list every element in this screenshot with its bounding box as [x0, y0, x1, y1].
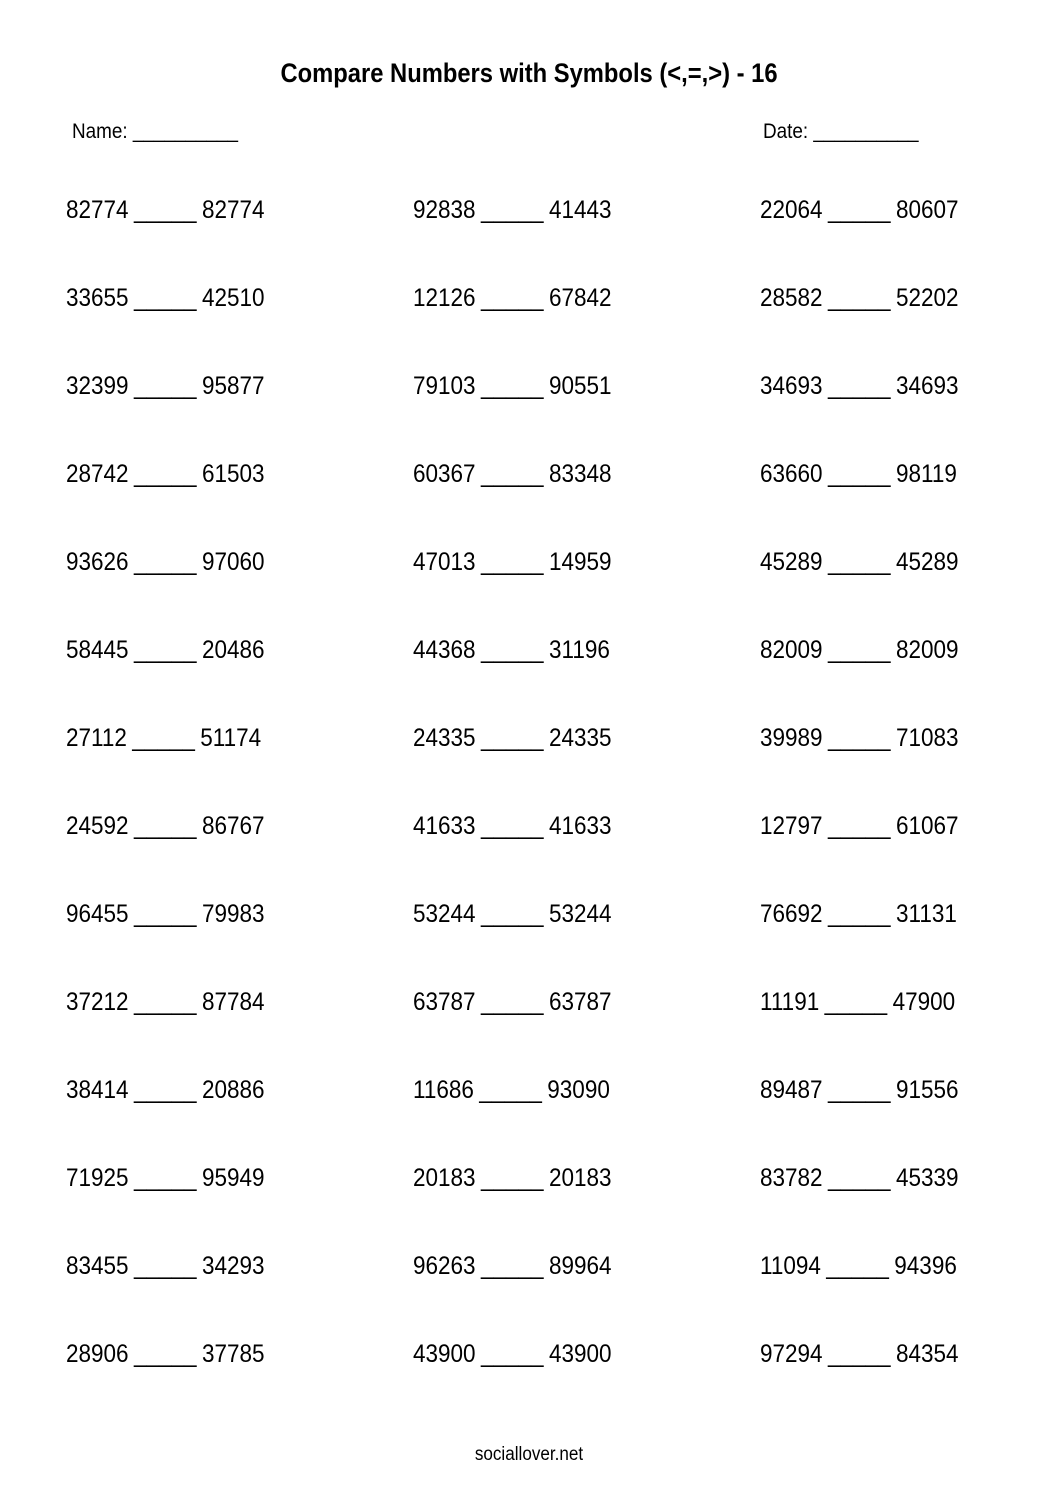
answer-blank[interactable]: _____ — [133, 1252, 197, 1280]
right-number: 31131 — [895, 900, 957, 928]
comparison-problem — [413, 1340, 612, 1369]
left-number: 79103 — [413, 372, 476, 400]
right-number: 71083 — [895, 724, 959, 752]
left-number: 97294 — [760, 1340, 823, 1368]
comparison-problem — [66, 196, 265, 225]
right-number: 95949 — [201, 1164, 265, 1192]
comparison-problem — [413, 372, 612, 401]
comparison-problem — [760, 988, 955, 1017]
problem-row — [0, 548, 1058, 588]
right-number: 87784 — [201, 988, 265, 1016]
right-number: 42510 — [201, 284, 265, 312]
problem-row — [0, 372, 1058, 412]
answer-blank[interactable]: _____ — [827, 1164, 891, 1192]
comparison-problem — [413, 284, 612, 313]
answer-blank[interactable]: _____ — [480, 812, 544, 840]
answer-blank[interactable]: _____ — [480, 1340, 544, 1368]
answer-blank[interactable]: _____ — [480, 1164, 544, 1192]
left-number: 22064 — [760, 196, 823, 224]
comparison-problem — [413, 1076, 610, 1105]
comparison-problem — [760, 900, 957, 929]
right-number: 47900 — [892, 988, 956, 1016]
answer-blank[interactable]: _____ — [133, 988, 197, 1016]
problem-row — [0, 284, 1058, 324]
left-number: 58445 — [66, 636, 129, 664]
left-number: 24335 — [413, 724, 476, 752]
comparison-problem — [413, 1252, 612, 1281]
comparison-problem — [760, 372, 959, 401]
answer-blank[interactable]: _____ — [480, 196, 544, 224]
right-number: 86767 — [201, 812, 265, 840]
answer-blank[interactable]: _____ — [133, 548, 197, 576]
answer-blank[interactable]: _____ — [133, 1164, 197, 1192]
answer-blank[interactable]: _____ — [480, 284, 544, 312]
problem-row — [0, 988, 1058, 1028]
right-number: 20183 — [548, 1164, 612, 1192]
right-number: 14959 — [548, 548, 612, 576]
comparison-problem — [413, 724, 612, 753]
answer-blank[interactable]: _____ — [132, 724, 195, 752]
left-number: 43900 — [413, 1340, 476, 1368]
comparison-problem — [413, 900, 612, 929]
right-number: 31196 — [548, 636, 610, 664]
right-number: 61503 — [201, 460, 265, 488]
answer-blank[interactable]: _____ — [133, 812, 197, 840]
answer-blank[interactable]: _____ — [133, 372, 197, 400]
comparison-problem — [760, 1252, 957, 1281]
answer-blank[interactable]: _____ — [827, 548, 891, 576]
right-number: 93090 — [547, 1076, 610, 1104]
left-number: 20183 — [413, 1164, 476, 1192]
right-number: 41443 — [548, 196, 612, 224]
right-number: 98119 — [895, 460, 957, 488]
right-number: 51174 — [200, 724, 262, 752]
problem-row — [0, 196, 1058, 236]
answer-blank[interactable]: _____ — [827, 284, 891, 312]
answer-blank[interactable]: _____ — [133, 284, 197, 312]
problem-row — [0, 1076, 1058, 1116]
answer-blank[interactable]: _____ — [480, 460, 544, 488]
comparison-problem — [413, 636, 610, 665]
left-number: 39989 — [760, 724, 823, 752]
comparison-problem — [760, 812, 959, 841]
comparison-problem — [413, 812, 612, 841]
right-number: 79983 — [201, 900, 265, 928]
comparison-problem — [66, 1340, 265, 1369]
left-number: 24592 — [66, 812, 129, 840]
right-number: 20886 — [201, 1076, 265, 1104]
left-number: 28582 — [760, 284, 823, 312]
answer-blank[interactable]: _____ — [480, 988, 544, 1016]
answer-blank[interactable]: _____ — [827, 724, 891, 752]
left-number: 11686 — [413, 1076, 474, 1104]
right-number: 94396 — [894, 1252, 957, 1280]
left-number: 89487 — [760, 1076, 823, 1104]
right-number: 82009 — [895, 636, 959, 664]
right-number: 53244 — [548, 900, 612, 928]
right-number: 90551 — [548, 372, 612, 400]
answer-blank[interactable]: _____ — [824, 988, 888, 1016]
problem-row — [0, 1340, 1058, 1380]
comparison-problem — [760, 636, 959, 665]
comparison-problem — [760, 1340, 959, 1369]
right-number: 61067 — [895, 812, 959, 840]
answer-blank[interactable]: _____ — [133, 900, 197, 928]
answer-blank[interactable]: _____ — [827, 372, 891, 400]
left-number: 96455 — [66, 900, 129, 928]
right-number: 41633 — [548, 812, 612, 840]
right-number: 24335 — [548, 724, 612, 752]
left-number: 44368 — [413, 636, 476, 664]
right-number: 89964 — [548, 1252, 612, 1280]
answer-blank[interactable]: _____ — [480, 548, 544, 576]
right-number: 82774 — [201, 196, 265, 224]
comparison-problem — [760, 724, 959, 753]
name-field: Name: __________ — [72, 120, 239, 143]
problem-row — [0, 724, 1058, 764]
comparison-problem — [66, 812, 265, 841]
comparison-problem — [66, 636, 265, 665]
left-number: 38414 — [66, 1076, 129, 1104]
right-number: 43900 — [548, 1340, 612, 1368]
comparison-problem — [760, 460, 957, 489]
right-number: 20486 — [201, 636, 265, 664]
left-number: 28906 — [66, 1340, 129, 1368]
answer-blank[interactable]: _____ — [827, 812, 891, 840]
answer-blank[interactable]: _____ — [827, 636, 891, 664]
left-number: 82774 — [66, 196, 129, 224]
comparison-problem — [66, 460, 265, 489]
right-number: 34293 — [201, 1252, 265, 1280]
left-number: 33655 — [66, 284, 129, 312]
answer-blank[interactable]: _____ — [480, 1252, 544, 1280]
left-number: 37212 — [66, 988, 129, 1016]
comparison-problem — [66, 372, 265, 401]
left-number: 34693 — [760, 372, 823, 400]
left-number: 47013 — [413, 548, 476, 576]
comparison-problem — [66, 724, 261, 753]
comparison-problem — [66, 988, 265, 1017]
answer-blank[interactable]: _____ — [827, 900, 891, 928]
comparison-problem — [413, 1164, 612, 1193]
answer-blank[interactable]: _____ — [827, 460, 891, 488]
right-number: 83348 — [548, 460, 612, 488]
answer-blank[interactable]: _____ — [133, 636, 197, 664]
comparison-problem — [760, 548, 959, 577]
left-number: 12797 — [760, 812, 823, 840]
right-number: 67842 — [548, 284, 612, 312]
answer-blank[interactable]: _____ — [133, 1076, 197, 1104]
comparison-problem — [760, 1076, 959, 1105]
comparison-problem — [760, 196, 959, 225]
left-number: 60367 — [413, 460, 476, 488]
comparison-problem — [66, 548, 265, 577]
answer-blank[interactable]: _____ — [826, 1252, 889, 1280]
comparison-problem — [760, 284, 959, 313]
left-number: 82009 — [760, 636, 823, 664]
answer-blank[interactable]: _____ — [480, 900, 544, 928]
answer-blank[interactable]: _____ — [133, 1340, 197, 1368]
answer-blank[interactable]: _____ — [827, 1076, 891, 1104]
right-number: 63787 — [548, 988, 612, 1016]
footer-website: sociallover.net — [474, 1444, 584, 1465]
answer-blank[interactable]: _____ — [480, 372, 544, 400]
problem-row — [0, 1164, 1058, 1204]
problem-row — [0, 460, 1058, 500]
comparison-problem — [66, 1076, 265, 1105]
problem-row — [0, 1252, 1058, 1292]
right-number: 80607 — [895, 196, 959, 224]
right-number: 91556 — [895, 1076, 959, 1104]
left-number: 63660 — [760, 460, 823, 488]
left-number: 45289 — [760, 548, 823, 576]
left-number: 63787 — [413, 988, 476, 1016]
date-field: Date: __________ — [763, 120, 919, 143]
right-number: 37785 — [201, 1340, 265, 1368]
answer-blank[interactable]: _____ — [479, 1076, 542, 1104]
answer-blank[interactable]: _____ — [133, 460, 197, 488]
comparison-problem — [66, 1252, 265, 1281]
left-number: 93626 — [66, 548, 129, 576]
left-number: 12126 — [413, 284, 476, 312]
answer-blank[interactable]: _____ — [133, 196, 197, 224]
worksheet-title: Compare Numbers with Symbols (<,=,>) - 16 — [280, 58, 778, 88]
left-number: 28742 — [66, 460, 129, 488]
right-number: 95877 — [201, 372, 265, 400]
answer-blank[interactable]: _____ — [827, 1340, 891, 1368]
comparison-problem — [66, 900, 265, 929]
right-number: 84354 — [895, 1340, 959, 1368]
answer-blank[interactable]: _____ — [827, 196, 891, 224]
comparison-problem — [66, 284, 265, 313]
left-number: 41633 — [413, 812, 476, 840]
left-number: 83455 — [66, 1252, 129, 1280]
answer-blank[interactable]: _____ — [480, 724, 544, 752]
comparison-problem — [66, 1164, 265, 1193]
right-number: 45339 — [895, 1164, 959, 1192]
answer-blank[interactable]: _____ — [480, 636, 544, 664]
problem-row — [0, 900, 1058, 940]
comparison-problem — [413, 460, 612, 489]
left-number: 53244 — [413, 900, 476, 928]
left-number: 76692 — [760, 900, 823, 928]
right-number: 34693 — [895, 372, 959, 400]
left-number: 71925 — [66, 1164, 129, 1192]
comparison-problem — [760, 1164, 959, 1193]
left-number: 92838 — [413, 196, 476, 224]
left-number: 27112 — [66, 724, 127, 752]
comparison-problem — [413, 548, 612, 577]
left-number: 96263 — [413, 1252, 476, 1280]
problem-row — [0, 812, 1058, 852]
right-number: 97060 — [201, 548, 265, 576]
right-number: 45289 — [895, 548, 959, 576]
left-number: 83782 — [760, 1164, 823, 1192]
right-number: 52202 — [895, 284, 959, 312]
left-number: 11094 — [760, 1252, 821, 1280]
left-number: 32399 — [66, 372, 129, 400]
problem-row — [0, 636, 1058, 676]
comparison-problem — [413, 988, 612, 1017]
comparison-problem — [413, 196, 612, 225]
left-number: 11191 — [760, 988, 820, 1016]
